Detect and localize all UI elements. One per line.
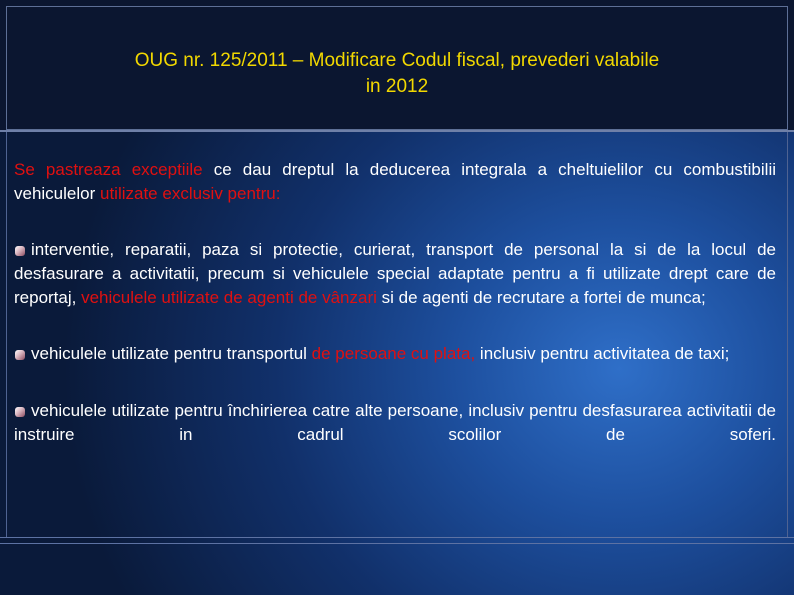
list-item-3 [14, 399, 776, 447]
item-1-text-end: si de agenti de recrutare a fortei de munca; [376, 288, 706, 307]
title-divider [0, 130, 794, 132]
bottom-divider-bottom [0, 543, 794, 544]
intro-emphasis-1: Se pastreaza exceptiile [14, 160, 203, 179]
list-item-1 [14, 238, 776, 310]
item-3-text: vehiculele utilizate pentru închirierea catre alte persoane, inclusiv pentru desfasurarea activitatii de instruire in cadrul scolilor de soferi. [14, 401, 776, 444]
bottom-divider-top [0, 537, 794, 538]
list-item-2 [14, 342, 776, 366]
item-2-text-end: inclusiv pentru activitatea de taxi; [475, 344, 730, 363]
slide-title: OUG nr. 125/2011 – Modificare Codul fiscal, prevederi valabile in 2012 [134, 50, 660, 97]
item-1-emphasis: vehiculele utilizate de agenti de vânzari [81, 288, 377, 307]
item-2-emphasis: de persoane cu plata, [311, 344, 476, 363]
right-border-line [787, 132, 788, 537]
left-border-line [6, 132, 7, 537]
square-bullet-icon [15, 350, 25, 360]
item-2-text: vehiculele utilizate pentru transportul [31, 344, 312, 363]
intro-emphasis-2: utilizate exclusiv pentru: [100, 184, 281, 203]
item-1-text: interventie, reparatii, paza si protectie, curierat, transport de personal la si de la locul de desfasurare a activitatii, precum si vehiculele special adaptate pentru a fi utilizate drept care de reportaj, [14, 240, 776, 307]
intro-text: ce dau dreptul la deducerea integrala a cheltuielilor cu combustibilii vehiculelor [14, 160, 776, 203]
intro-paragraph [14, 158, 776, 206]
square-bullet-icon [15, 246, 25, 256]
slide-body [14, 158, 776, 447]
square-bullet-icon [15, 407, 25, 417]
title-bar [0, 0, 794, 130]
